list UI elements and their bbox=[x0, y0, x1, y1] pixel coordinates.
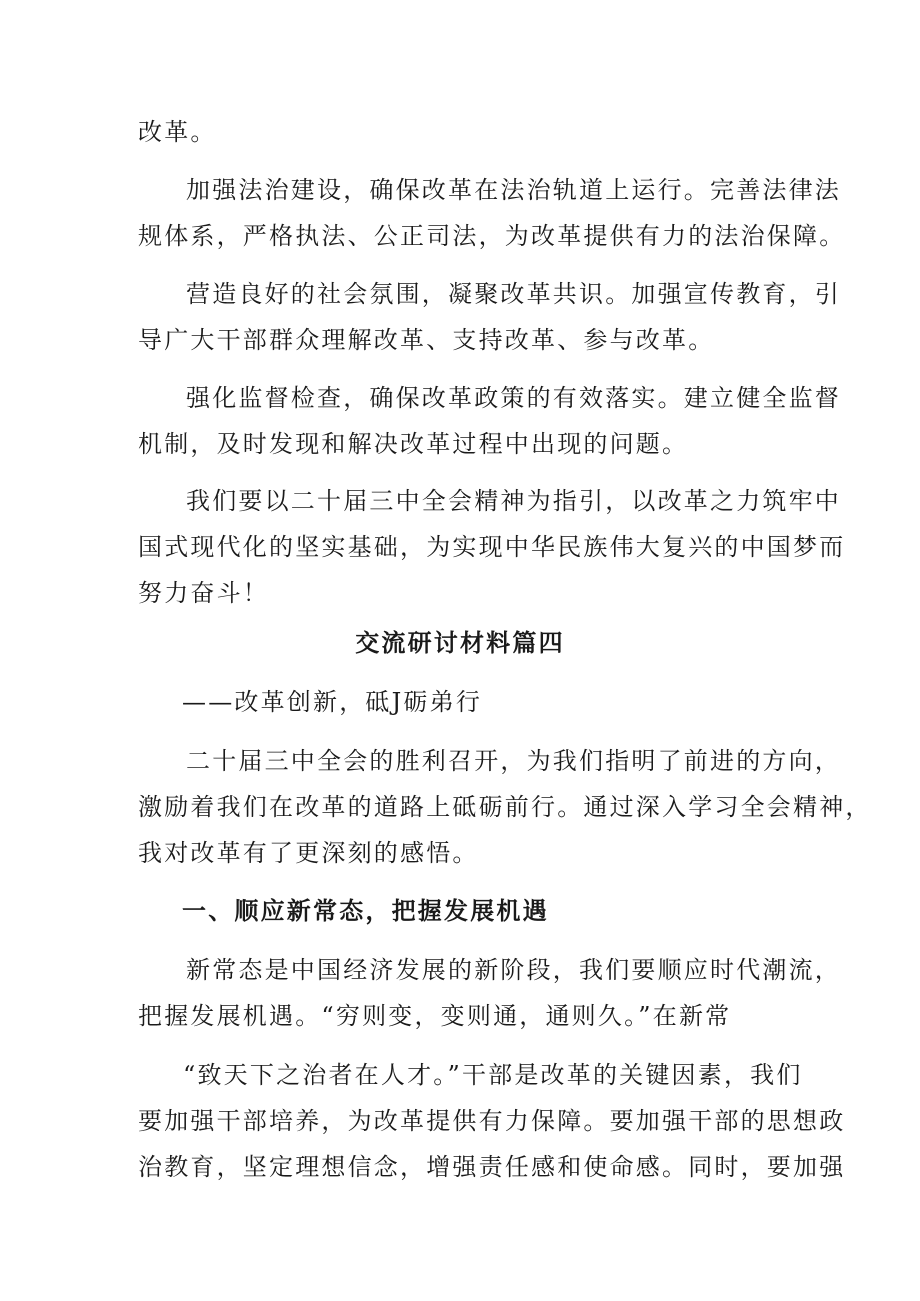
paragraph-line: 我们要以二十届三中全会精神为指引，以改革之力筑牢中 bbox=[186, 487, 841, 515]
text-line: 我对改革有了更深刻的感悟。 bbox=[138, 839, 479, 867]
text-line: 要加强干部培养，为改革提供有力保障。要加强干部的思想政 bbox=[138, 1107, 846, 1135]
section-title: 交流研讨材料篇四 bbox=[355, 628, 565, 657]
paragraph-line: 强化监督检查，确保改革政策的有效落实。建立健全监督 bbox=[186, 384, 841, 412]
text-line: 国式现代化的坚实基础，为实现中华民族伟大复兴的中国梦而 bbox=[138, 533, 846, 561]
text-line: 导广大干部群众理解改革、支持改革、参与改革。 bbox=[138, 326, 715, 354]
paragraph-line: 加强法治建设，确保改革在法治轨道上运行。完善法律法 bbox=[186, 176, 841, 204]
text-line: 治教育，坚定理想信念，增强责任感和使命感。同时，要加强 bbox=[138, 1153, 846, 1181]
text-line: 改革。 bbox=[138, 118, 217, 146]
text-line: 把握发展机遇。“穷则变，变则通，通则久。”在新常 bbox=[138, 1002, 732, 1030]
text-line: 努力奋斗！ bbox=[138, 579, 269, 607]
text-line: 规体系，严格执法、公正司法，为改革提供有力的法治保障。 bbox=[138, 222, 846, 250]
paragraph-line: “致天下之治者在人才。”干部是改革的关键因素，我们 bbox=[183, 1061, 803, 1089]
paragraph-line: 二十届三中全会的胜利召开，为我们指明了前进的方向， bbox=[186, 747, 841, 775]
paragraph-line: 营造良好的社会氛围，凝聚改革共识。加强宣传教育，引 bbox=[186, 280, 841, 308]
heading-one: 一、顺应新常态，把握发展机遇 bbox=[182, 896, 549, 925]
paragraph-line: 新常态是中国经济发展的新阶段，我们要顺应时代潮流， bbox=[186, 956, 841, 984]
subtitle: ——改革创新，砥J砺弟行 bbox=[182, 688, 483, 716]
text-line: 机制，及时发现和解决改革过程中出现的问题。 bbox=[138, 430, 689, 458]
text-line: 激励着我们在改革的道路上砥砺前行。通过深入学习全会精神， bbox=[138, 793, 872, 821]
